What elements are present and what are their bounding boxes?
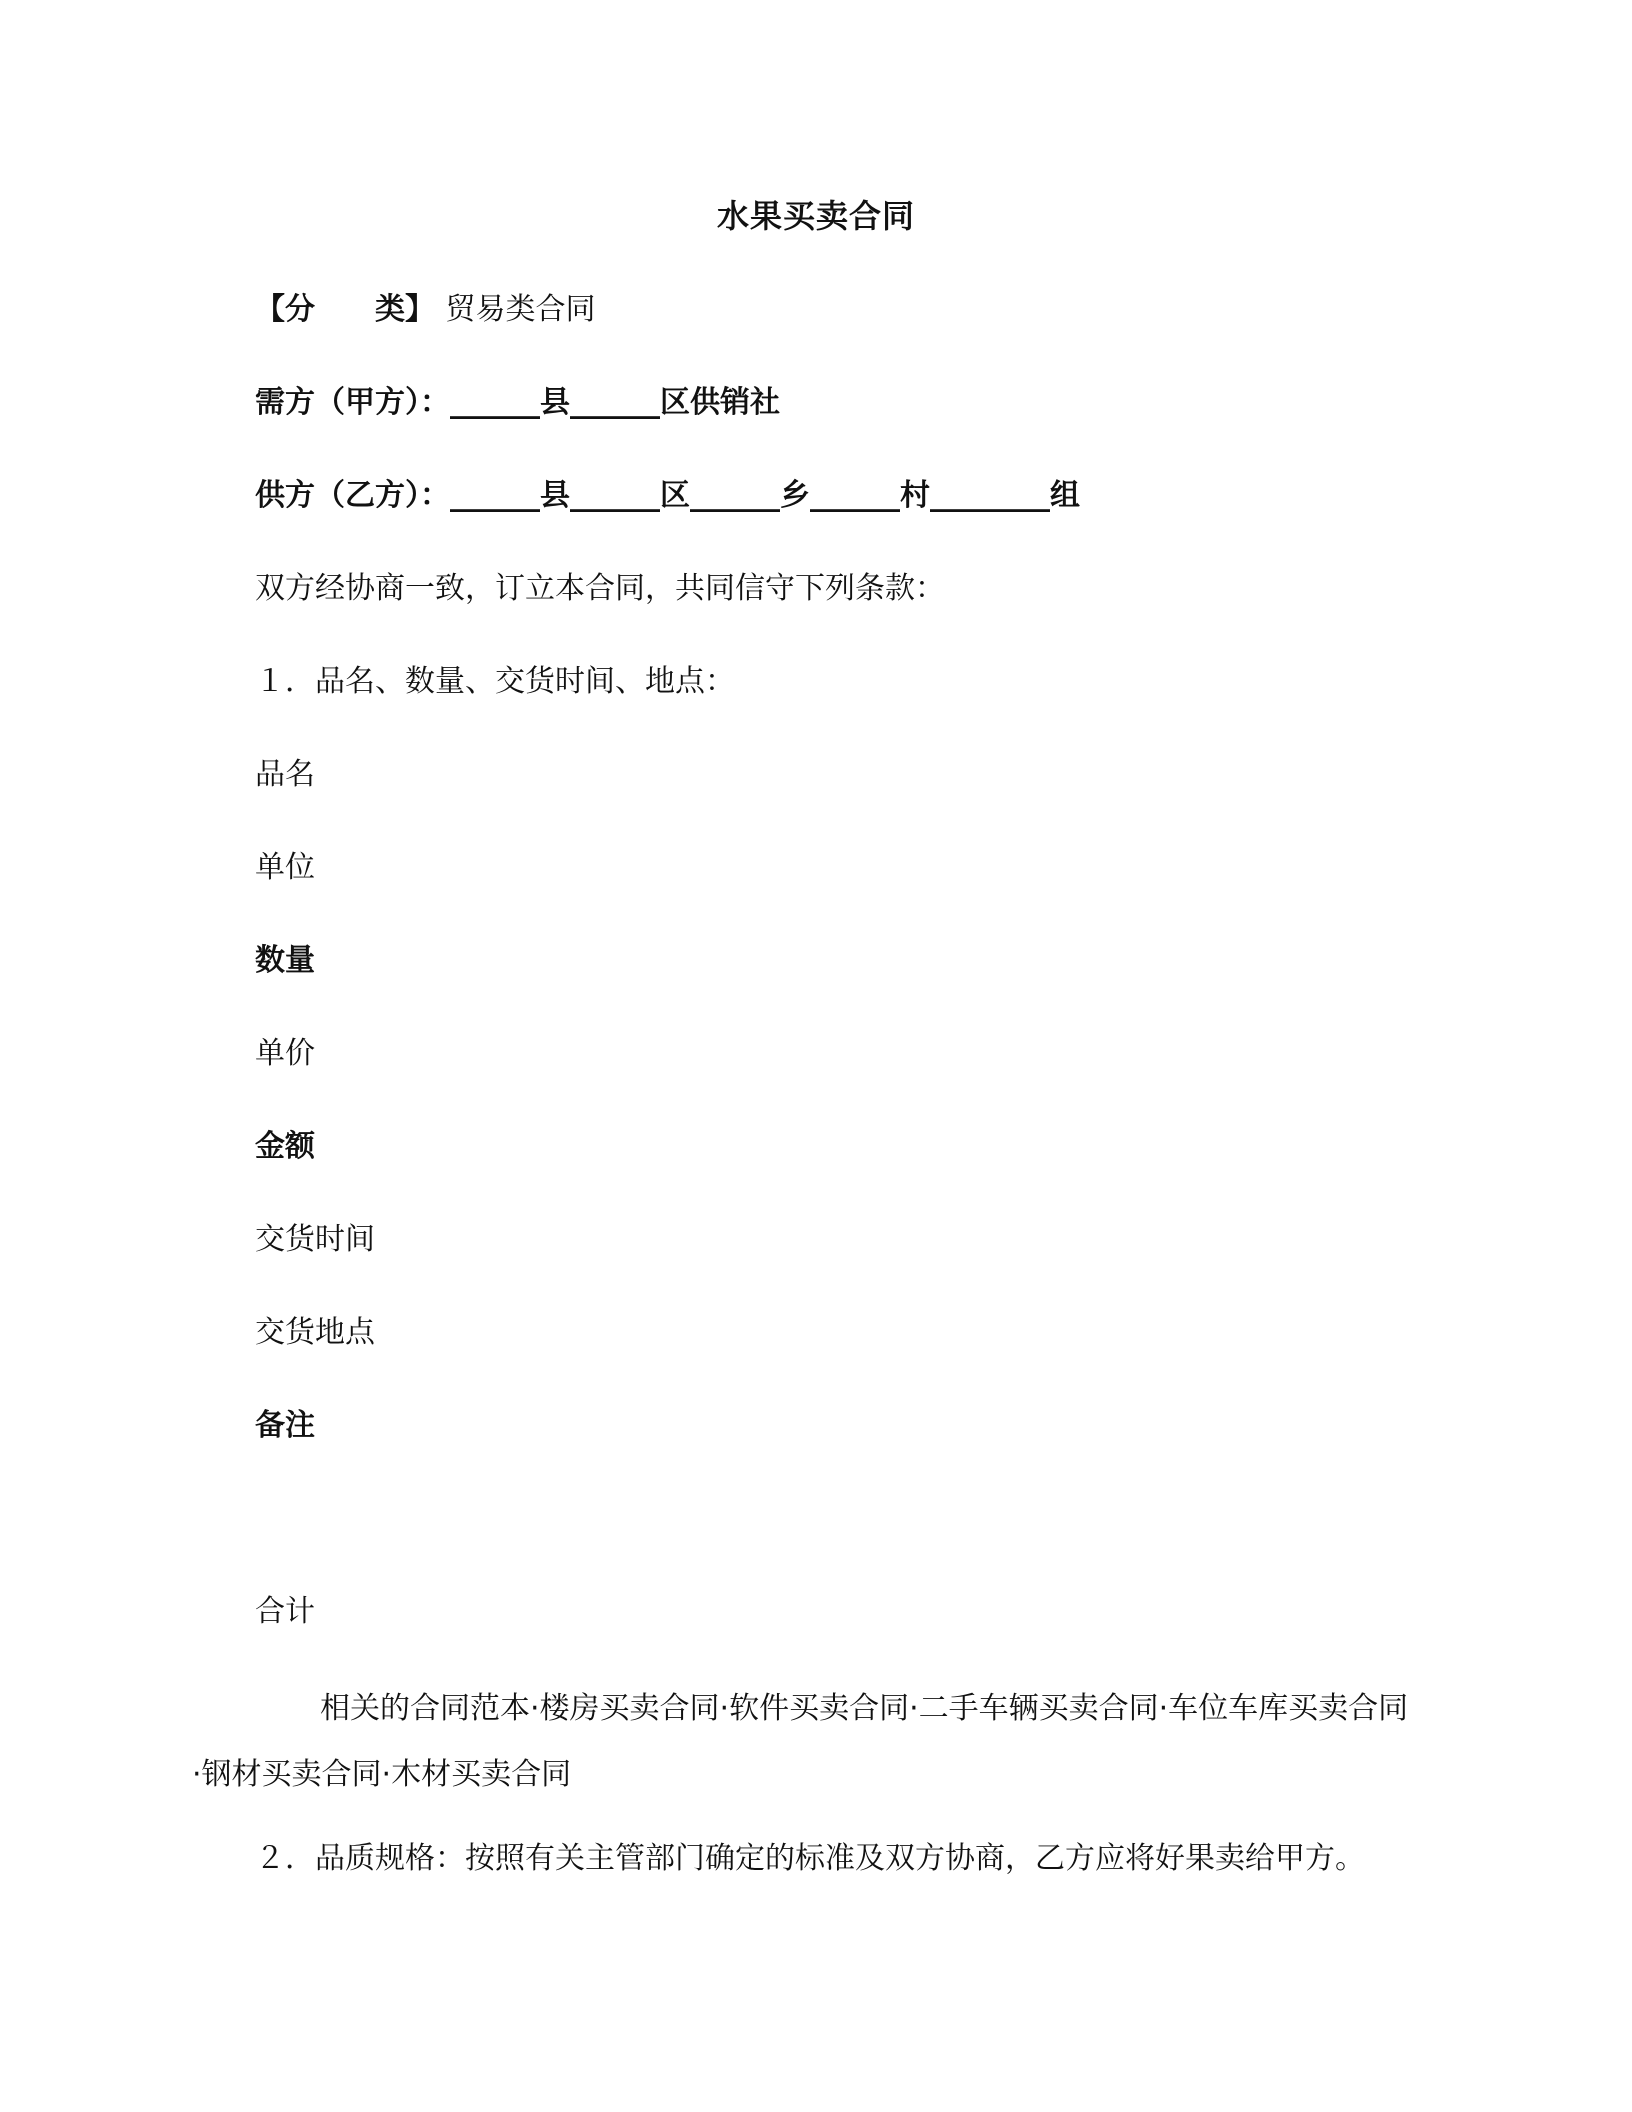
field-delivery-time: 交货时间 bbox=[255, 1222, 375, 1257]
field-product-name: 品名 bbox=[255, 757, 315, 792]
document-title: 水果买卖合同 bbox=[716, 197, 915, 235]
seller-line: 供方（乙方）：______县______区______乡______村________组 bbox=[255, 478, 1080, 513]
clause1-heading: １．品名、数量、交货时间、地点： bbox=[255, 664, 735, 699]
field-quantity: 数量 bbox=[255, 943, 315, 978]
clause2-quality: ２．品质规格：按照有关主管部门确定的标准及双方协商，乙方应将好果卖给甲方。 bbox=[255, 1841, 1365, 1876]
category-line bbox=[255, 287, 595, 333]
category-value: 贸易类合同 bbox=[445, 292, 596, 327]
field-unit-price: 单价 bbox=[255, 1036, 315, 1071]
category-label-close: 类】 bbox=[375, 292, 435, 327]
total-label: 合计 bbox=[255, 1594, 315, 1629]
field-amount: 金额 bbox=[255, 1129, 315, 1164]
related-templates: 相关的合同范本·楼房买卖合同·软件买卖合同·二手车辆买卖合同·车位车库买卖合同·钢材买卖合同·木材买卖合同 bbox=[192, 1691, 1409, 1792]
intro-line: 双方经协商一致，订立本合同，共同信守下列条款： bbox=[255, 571, 945, 606]
buyer-line: 需方（甲方）：______县______区供销社 bbox=[255, 385, 780, 420]
field-unit: 单位 bbox=[255, 850, 315, 885]
field-delivery-place: 交货地点 bbox=[255, 1315, 375, 1350]
category-label-open: 【分 bbox=[255, 292, 315, 327]
field-remarks: 备注 bbox=[255, 1408, 315, 1443]
